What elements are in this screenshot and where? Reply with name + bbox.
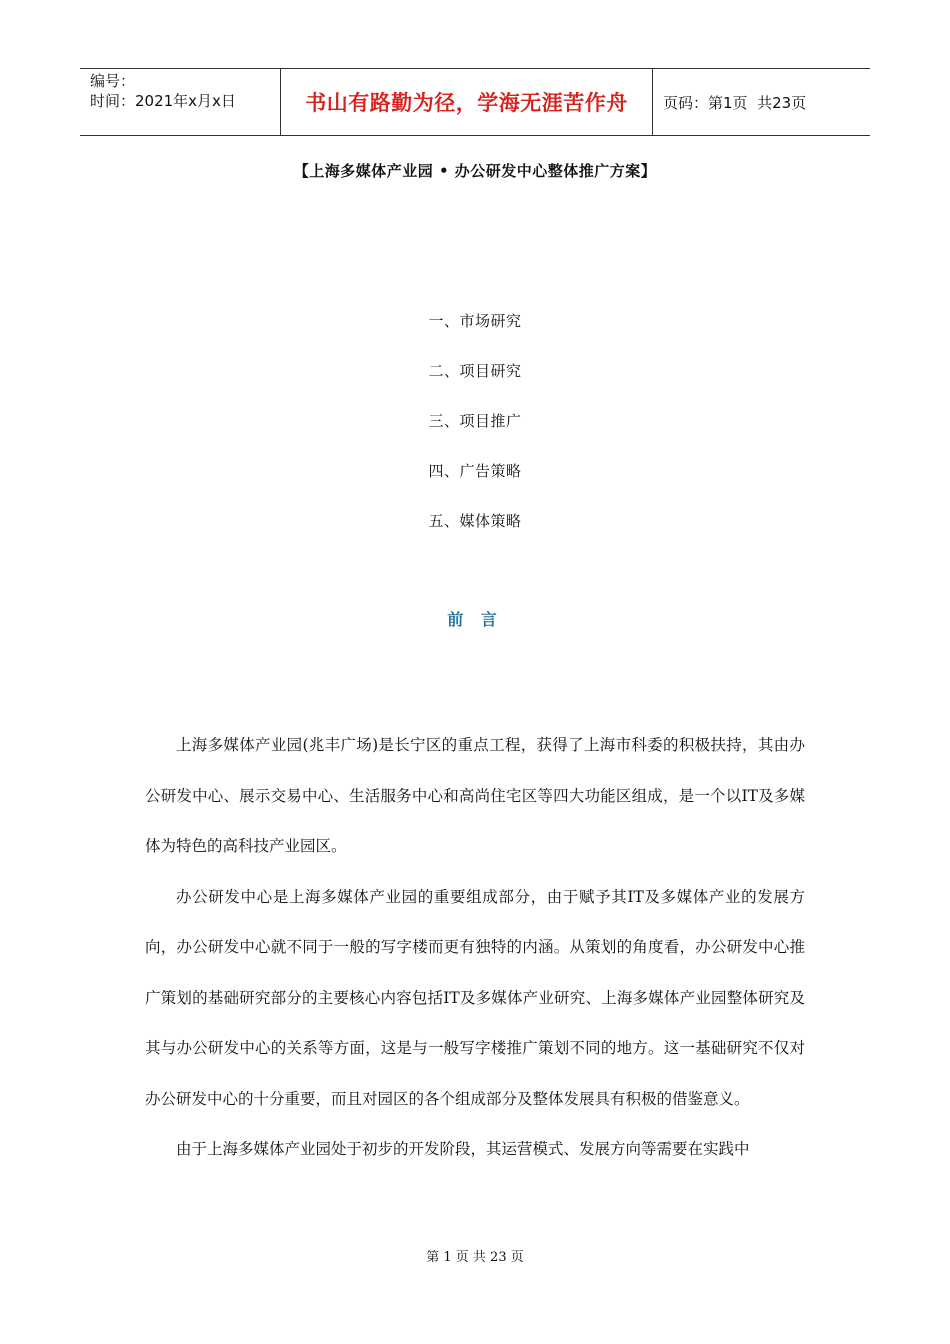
preface-heading: 前 言: [447, 610, 503, 629]
toc-item: 一、市场研究: [428, 312, 522, 330]
header-motto: 书山有路勤为径，学海无涯苦作舟: [281, 69, 653, 135]
toc-item: 四、广告策略: [428, 462, 522, 480]
header-page-info-cell: [653, 69, 870, 135]
preface-body: [145, 720, 805, 1175]
page-header: [80, 68, 870, 136]
header-meta-cell: [80, 69, 281, 135]
body-paragraph: 上海多媒体产业园(兆丰广场)是长宁区的重点工程，获得了上海市科委的积极扶持，其由办公研发中心、展示交易中心、生活服务中心和高尚住宅区等四大功能区组成，是一个以IT及多媒体为特色的高科技产业园区。: [145, 736, 805, 855]
table-of-contents: [0, 309, 950, 559]
date-label: 时间：2021年x月x日: [90, 92, 236, 110]
toc-item: 三、项目推广: [428, 412, 522, 430]
page-footer: 第 1 页 共 23 页: [426, 1250, 524, 1265]
toc-item: 二、项目研究: [428, 362, 522, 380]
toc-item: 五、媒体策略: [428, 512, 522, 530]
body-paragraph: 由于上海多媒体产业园处于初步的开发阶段，其运营模式、发展方向等需要在实践中: [176, 1140, 750, 1158]
serial-number-label: 编号：: [90, 72, 136, 90]
body-paragraph: 办公研发中心是上海多媒体产业园的重要组成部分，由于赋予其IT及多媒体产业的发展方向，办公研发中心就不同于一般的写字楼而更有独特的内涵。从策划的角度看，办公研发中心推广策划的基础研究部分的主要核心内容包括IT及多媒体产业研究、上海多媒体产业园整体研究及其与办公研发中心的关系等方面，这是与一般写字楼推广策划不同的地方。这一基础研究不仅对办公研发中心的十分重要，而且对园区的各个组成部分及整体发展具有积极的借鉴意义。: [145, 887, 805, 1108]
document-title: 【上海多媒体产业园 • 办公研发中心整体推广方案】: [293, 162, 657, 180]
header-page-info: 页码：第1页 共23页: [663, 93, 807, 112]
